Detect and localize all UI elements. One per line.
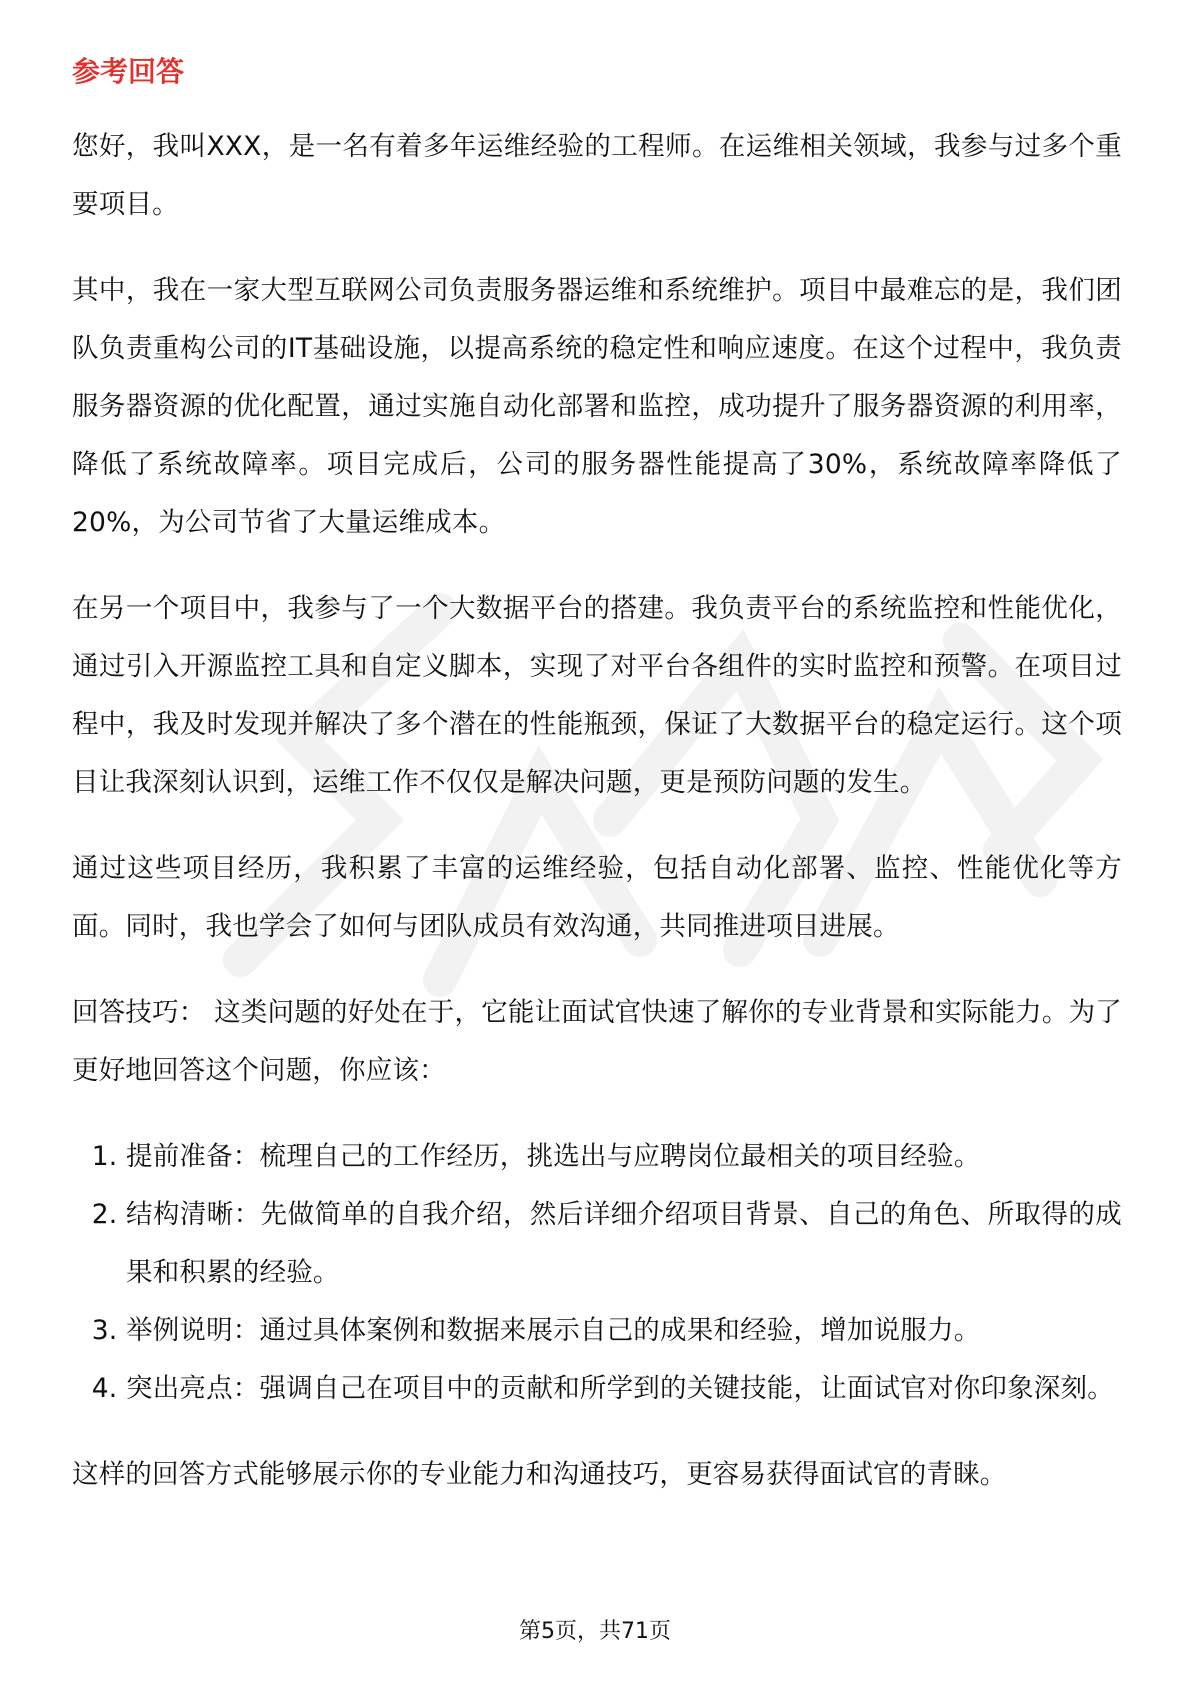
paragraph-intro: 您好，我叫XXX，是一名有着多年运维经验的工程师。在运维相关领域，我参与过多个重要项目。: [72, 131, 1122, 220]
paragraph-tips-intro: 回答技巧： 这类问题的好处在于，它能让面试官快速了解你的专业背景和实际能力。为了更好地回答这个问题，你应该：: [72, 997, 1122, 1086]
paragraph-project-2: 在另一个项目中，我参与了一个大数据平台的搭建。我负责平台的系统监控和性能优化，通过引入开源监控工具和自定义脚本，实现了对平台各组件的实时监控和预警。在项目过程中，我及时发现并解决了多个潜在的性能瓶颈，保证了大数据平台的稳定运行。这个项目让我深刻认识到，运维工作不仅仅是解决问题，更是预防问题的发生。: [72, 593, 1122, 798]
paragraph-closing: 这样的回答方式能够展示你的专业能力和沟通技巧，更容易获得面试官的青睐。: [72, 1459, 1007, 1490]
tips-list: [72, 1128, 1122, 1418]
paragraph-project-1: 其中，我在一家大型互联网公司负责服务器运维和系统维护。项目中最难忘的是，我们团队负责重构公司的IT基础设施，以提高系统的稳定性和响应速度。在这个过程中，我负责服务器资源的优化配置，通过实施自动化部署和监控，成功提升了服务器资源的利用率，降低了系统故障率。项目完成后，公司的服务器性能提高了30%，系统故障率降低了20%，为公司节省了大量运维成本。: [72, 275, 1122, 538]
list-item: 2. 结构清晰：先做简单的自我介绍，然后详细介绍项目背景、自己的角色、所取得的成果和积累的经验。: [126, 1186, 1122, 1302]
list-item: 4. 突出亮点：强调自己在项目中的贡献和所学到的关键技能，让面试官对你印象深刻。: [126, 1360, 1122, 1418]
paragraph-summary: 通过这些项目经历，我积累了丰富的运维经验，包括自动化部署、监控、性能优化等方面。同时，我也学会了如何与团队成员有效沟通，共同推进项目进展。: [72, 853, 1122, 942]
answer-content: [72, 118, 1122, 1532]
list-item: 1. 提前准备：梳理自己的工作经历，挑选出与应聘岗位最相关的项目经验。: [126, 1128, 1122, 1186]
list-item: 3. 举例说明：通过具体案例和数据来展示自己的成果和经验，增加说服力。: [126, 1302, 1122, 1360]
section-title: 参考回答: [72, 55, 185, 88]
page-number: 第5页，共71页: [519, 1619, 671, 1644]
